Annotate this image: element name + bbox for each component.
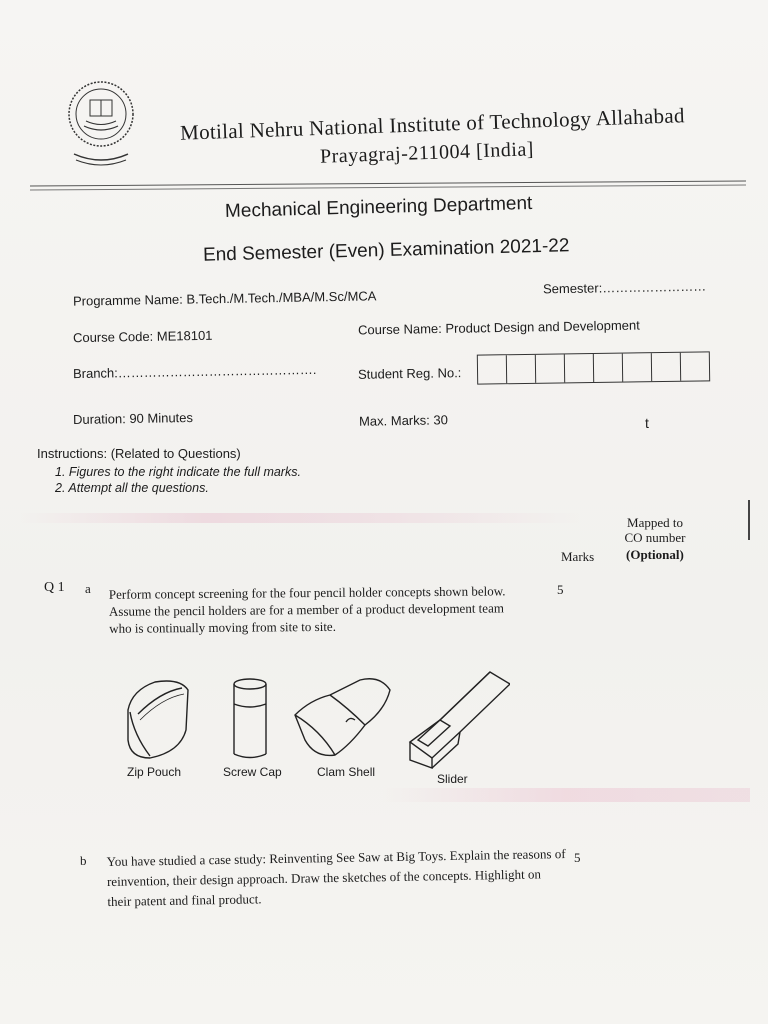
course-name: Course Name: Product Design and Development — [357, 317, 640, 338]
reg-box — [478, 355, 507, 383]
clam-shell-sketch — [295, 679, 390, 756]
optional-label: (Optional) — [626, 547, 684, 562]
institute-name: Motilal Nehru National Institute of Technology Allahabad — [179, 103, 686, 145]
programme-name: Programme Name: B.Tech./M.Tech./MBA/M.Sc/MCA — [72, 288, 377, 309]
handwritten-mark: t — [645, 415, 649, 431]
reg-box — [565, 354, 594, 382]
reg-box — [623, 353, 652, 381]
instruction-item: 1. Figures to the right indicate the full marks. — [55, 465, 301, 479]
question-number: Q 1 — [44, 580, 65, 595]
question-b-label: b — [80, 853, 87, 868]
scan-artifact — [20, 513, 580, 523]
institute-city: Prayagraj-211004 [India] — [319, 138, 535, 168]
max-marks-field: Max. Marks: 30 — [358, 412, 448, 429]
reg-box — [536, 354, 565, 382]
exam-title: End Semester (Even) Examination 2021-22 — [202, 235, 570, 266]
duration-field: Duration: 90 Minutes — [72, 409, 194, 428]
question-a-text: Perform concept screening for the four pencil holder concepts shown below. Assume the pencil holders are for a member of a product development team who is continually moving from site to site. — [108, 583, 506, 636]
mapped-co-header — [610, 515, 700, 545]
mapped-line-1: Mapped to — [627, 515, 683, 530]
screw-cap-sketch — [234, 679, 266, 758]
slider-sketch — [410, 672, 510, 768]
caption-zip-pouch: Zip Pouch — [127, 765, 182, 779]
reg-box — [681, 352, 709, 380]
question-a-label: a — [85, 581, 91, 596]
instructions-title: Instructions: (Related to Questions) — [37, 446, 241, 461]
margin-line — [748, 500, 750, 540]
course-code: Course Code: ME18101 — [72, 327, 213, 346]
pencil-holder-concepts-figure — [110, 670, 510, 770]
institute-logo — [66, 76, 136, 171]
student-reg-boxes — [477, 351, 710, 384]
caption-clam-shell: Clam Shell — [317, 765, 376, 779]
marks-header: Marks — [561, 549, 595, 564]
question-b-text: You have studied a case study: Reinventing See Saw at Big Toys. Explain the reasons of reinvention, their design approach. Draw the sketches of the concepts. Highlight on their patent and final product. — [106, 846, 566, 910]
reg-box — [594, 354, 623, 382]
instruction-item: 2. Attempt all the questions. — [55, 481, 209, 495]
caption-slider: Slider — [437, 772, 468, 786]
branch-field: Branch:………………………………………. — [72, 361, 317, 382]
reg-box — [507, 355, 536, 383]
reg-box — [652, 353, 681, 381]
student-reg-label: Student Reg. No.: — [357, 365, 462, 382]
caption-screw-cap: Screw Cap — [223, 765, 282, 779]
scan-artifact — [380, 788, 750, 802]
question-a-marks: 5 — [557, 582, 564, 597]
zip-pouch-sketch — [128, 681, 188, 758]
semester-field: Semester:…………………… — [542, 278, 707, 297]
mapped-line-2: CO number — [624, 530, 686, 545]
department-title: Mechanical Engineering Department — [224, 192, 533, 223]
question-b-marks: 5 — [574, 850, 581, 865]
